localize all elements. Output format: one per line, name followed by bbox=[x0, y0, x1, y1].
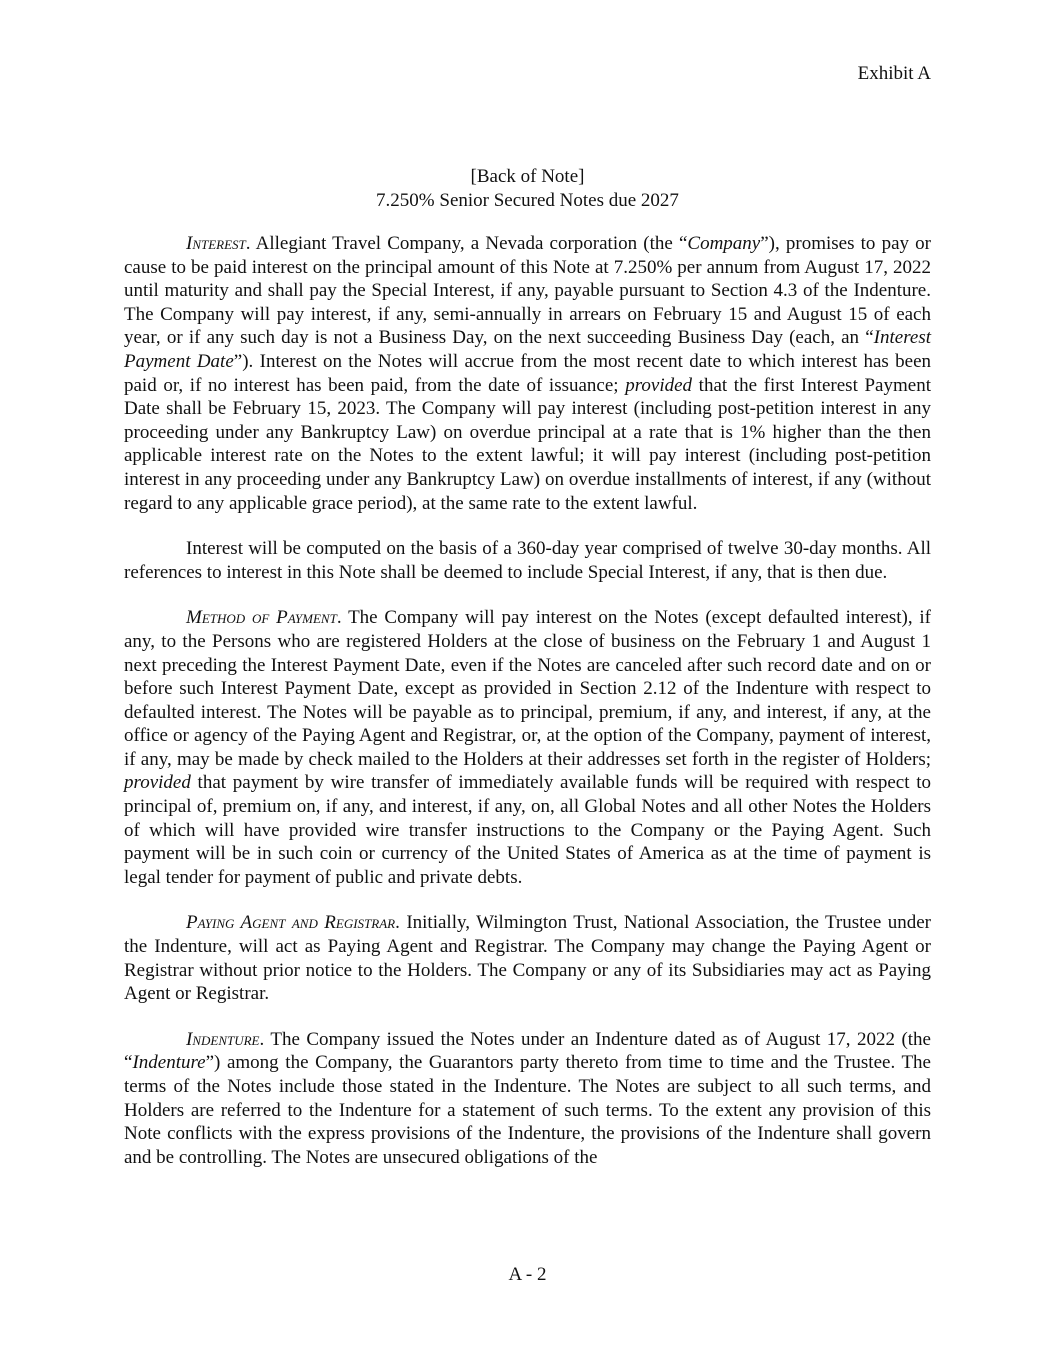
heading-line-2: 7.250% Senior Secured Notes due 2027 bbox=[376, 189, 679, 211]
page-number: A - 2 bbox=[508, 1264, 547, 1285]
section-title-paying-agent: Paying Agent and Registrar bbox=[186, 912, 396, 934]
method-of-payment-paragraph: Method of Payment. The Company will pay interest on the Notes (except defaulted interest), if any, to the Persons who are registered Holders at the close of business on the February 1 and August 1 next preceding the Interest Payment Date, even if the Notes are canceled after such record date and on or before such Interest Payment Date, except as provided in Section 2.12 of the Indenture with respect to defaulted interest. The Notes will be payable as to principal, premium, if any, and interest, if any, at the office or agency of the Paying Agent and Registrar, or, at the option of the Company, payment of interest, if any, may be made by check mailed to the Holders at their addresses set forth in the register of Holders; provided that payment by wire transfer of immediately available funds will be required with respect to principal of, premium on, if any, and interest, if any, on, all Global Notes and all other Notes the Holders of which will have provided wire transfer instructions to the Company or the Paying Agent. Such payment will be in such coin or currency of the United States of America as at the time of payment is legal tender for payment of public and private debts. bbox=[124, 607, 931, 888]
interest-paragraph: Interest. Allegiant Travel Company, a Nevada corporation (the “Company”), promises to pay or cause to be paid interest on the principal amount of this Note at 7.250% per annum from August 17, 2022 until maturity and shall pay the Special Interest, if any, payable pursuant to Section 4.3 of the Indenture. The Company will pay interest, if any, semi-annually in arrears on February 15 and August 15 of each year, or if any such day is not a Business Day, on the next succeeding Business Day (each, an “Interest Payment Date”). Interest on the Notes will accrue from the most recent date to which interest has been paid or, if no interest has been paid, from the date of issuance; provided that the first Interest Payment Date shall be February 15, 2023. The Company will pay interest (including post-petition interest in any proceeding under any Bankruptcy Law) on overdue principal at a rate that is 1% higher than the then applicable interest rate on the Notes to the extent lawful; it will pay interest (including post-petition interest in any proceeding under any Bankruptcy Law) on overdue installments of interest, if any (without regard to any applicable grace period), at the same rate to the extent lawful. bbox=[124, 233, 931, 514]
section-title-indenture: Indenture bbox=[186, 1028, 260, 1050]
exhibit-label: Exhibit A bbox=[857, 63, 931, 84]
indenture-paragraph: Indenture. The Company issued the Notes under an Indenture dated as of August 17, 2022 (the “Indenture”) among the Company, the Guarantors party thereto from time to time and the Trustee. The terms of the Notes include those stated in the Indenture. The Notes are subject to all such terms, and Holders are referred to the Indenture for a statement of such terms. To the extent any provision of this Note conflicts with the express provisions of the Indenture, the provisions of the Indenture shall govern and be controlling. The Notes are unsecured obligations of the bbox=[124, 1028, 931, 1168]
section-title-method-of-payment: Method of Payment bbox=[186, 607, 337, 629]
section-title-interest: Interest bbox=[186, 233, 246, 254]
heading-line-1: [Back of Note] bbox=[470, 166, 585, 187]
note-body bbox=[124, 232, 931, 1191]
note-heading bbox=[0, 165, 1055, 212]
interest-computation-paragraph: Interest will be computed on the basis of a 360-day year comprised of twelve 30-day months. All references to interest in this Note shall be deemed to include Special Interest, if any, that is then due. bbox=[124, 538, 931, 583]
paying-agent-paragraph: Paying Agent and Registrar. Initially, Wilmington Trust, National Association, the Trustee under the Indenture, will act as Paying Agent and Registrar. The Company may change the Paying Agent or Registrar without prior notice to the Holders. The Company or any of its Subsidiaries may act as Paying Agent or Registrar. bbox=[124, 912, 931, 1005]
